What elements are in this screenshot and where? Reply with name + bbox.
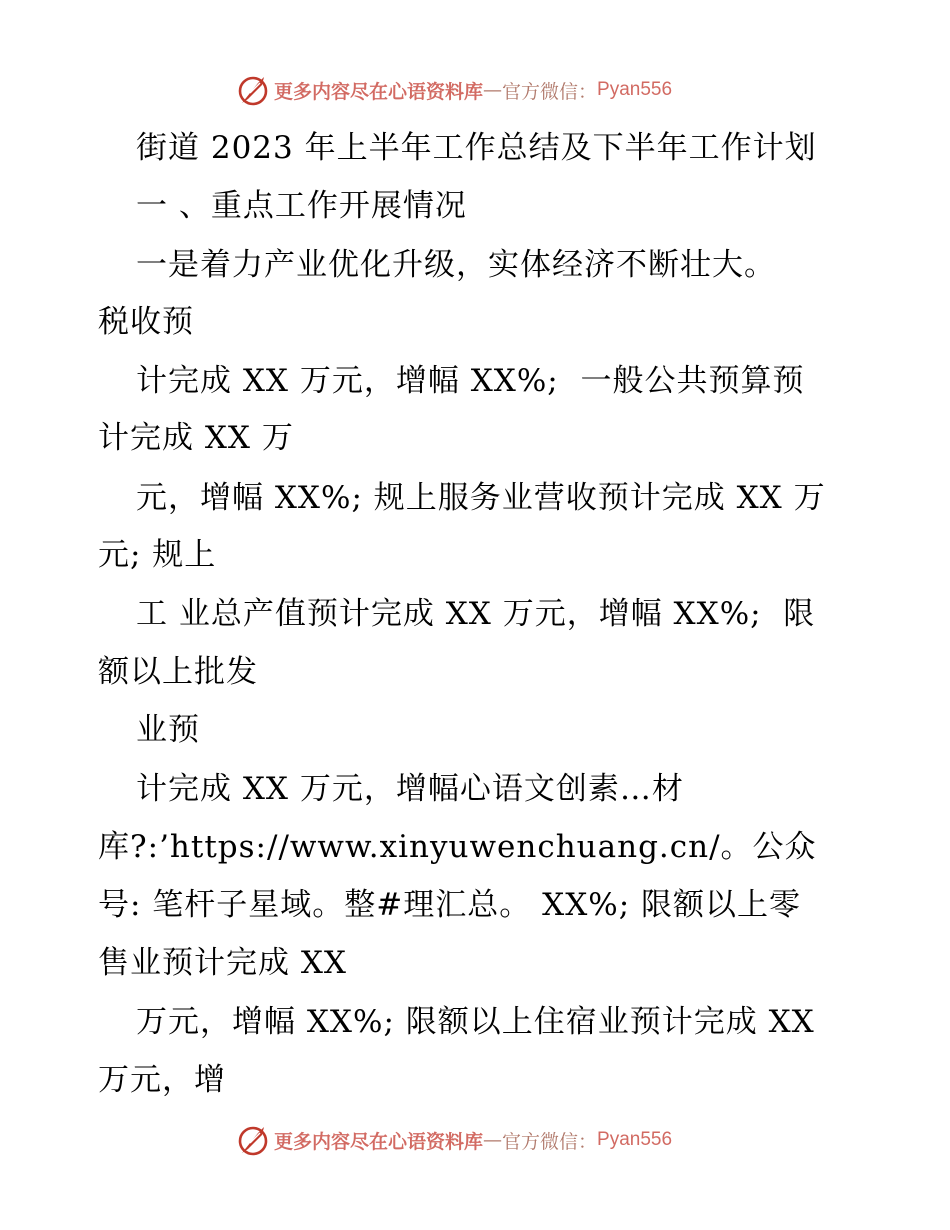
body-line: 计完成 XX 万元，增幅 XX%; 一般公共预算预: [136, 363, 805, 399]
quill-pen-logo-icon: [236, 1123, 270, 1157]
body-line: 售业预计完成 XX: [98, 945, 347, 981]
body-line: 业预: [136, 712, 200, 748]
body-line: 元; 规上: [98, 537, 217, 573]
body-line: 工 业总产值预计完成 XX 万元，增幅 XX%; 限: [136, 596, 816, 632]
banner-dash: —: [483, 79, 503, 101]
banner-wechat-id: Pyan556: [597, 79, 673, 100]
banner-wechat-id: Pyan556: [597, 1129, 673, 1150]
body-line: 万元，增: [98, 1062, 226, 1098]
body-line: 计完成 XX 万: [98, 420, 294, 456]
section-heading: 一 、重点工作开展情况: [136, 188, 467, 224]
banner-site-name: 更多内容尽在心语资料库: [274, 80, 484, 103]
body-line: 额以上批发: [98, 654, 258, 690]
body-line: 万元，增幅 XX%; 限额以上住宿业预计完成 XX: [136, 1004, 815, 1040]
quill-pen-logo-icon: [236, 73, 270, 107]
body-line: 计完成 XX 万元，增幅心语文创素…材: [136, 771, 684, 807]
body-line-url: 库?:’https://www.xinyuwenchuang.cn/。公众: [98, 829, 817, 865]
body-line: 税收预: [98, 304, 194, 340]
banner-dash: —: [483, 1129, 503, 1151]
banner-wechat-label: 官方微信：: [502, 1130, 598, 1153]
banner-site-name: 更多内容尽在心语资料库: [274, 1130, 484, 1153]
banner-wechat-label: 官方微信：: [502, 80, 598, 103]
footer-banner: [236, 1122, 672, 1158]
body-line: 一是着力产业优化升级，实体经济不断壮大。: [136, 247, 776, 283]
header-banner: [236, 72, 672, 108]
body-line: 号: 笔杆子星域。整#理汇总。 XX%; 限额以上零: [98, 887, 802, 923]
body-line: 元，增幅 XX%; 规上服务业营收预计完成 XX 万: [136, 480, 826, 516]
document-title: 街道 2023 年上半年工作总结及下半年工作计划: [136, 130, 817, 166]
